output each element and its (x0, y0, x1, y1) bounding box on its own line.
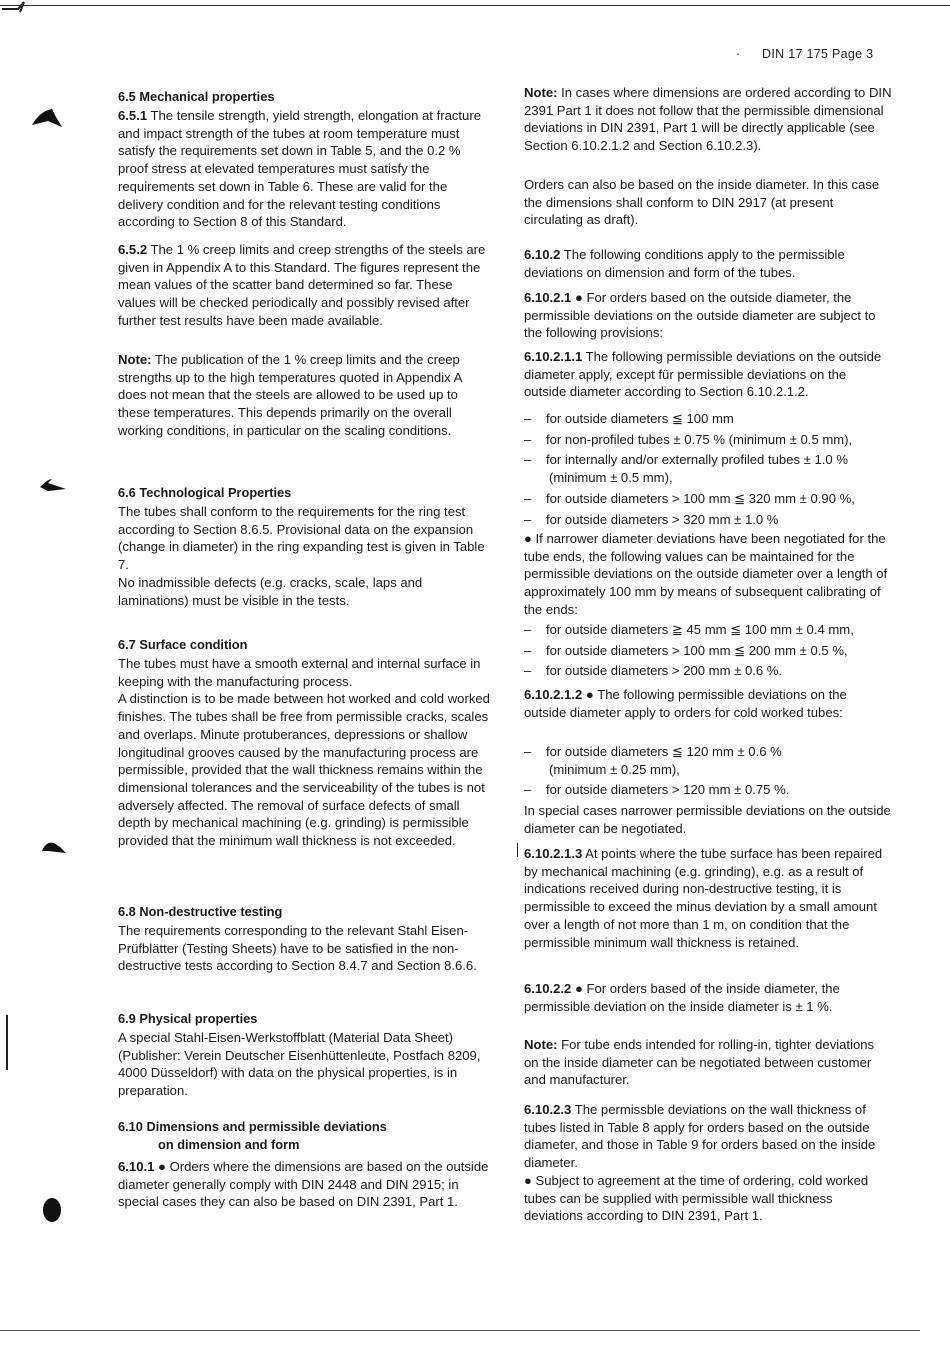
list-item: – for internally and/or externally profiled tubes ± 1.0 % (524, 452, 848, 468)
section-heading: 6.8 Non-destructive testing (118, 904, 283, 919)
paragraph (118, 107, 490, 231)
subject-to-agreement (524, 1172, 892, 1225)
note-text: The publication of the 1 % creep limits and the creep strengths up to the high temperatures quoted in Appendix A does not mean that the steels are allowed to be used up to these temperatures. This depends primarily on the overall working conditions, in particular on the scaling conditions. (118, 352, 462, 438)
top-rule (0, 5, 950, 6)
note-text: In cases where dimensions are ordered according to DIN 2391 Part 1 it does not follow that the permissible dimensional deviations in DIN 2391, Part 1 will be directly applicable (see Section 6.10.2.1.2 and Section 6.10.2.3). (524, 85, 892, 154)
section-6-6-body (118, 503, 490, 609)
clause-number: 6.10.2 (524, 247, 561, 262)
section-6-9-body (118, 1029, 490, 1100)
note (524, 84, 892, 155)
list-item-cont: (minimum ± 0.25 mm), (549, 761, 680, 777)
paragraph (524, 1101, 892, 1172)
paragraph-text: The tensile strength, yield strength, elongation at fracture and impact strength of the tubes at room temperature must satisfy the requirements set down in Table 5, and the 0.2 % proof stress at elevated temperatures must satisfy the requirements set down in Table 6. These are valid for the delivery condition and for the relevant testing conditions according to Section 8 of this Standard. (118, 108, 481, 230)
list-item: – for outside diameters > 120 mm ± 0.75 %. (524, 782, 790, 798)
paragraph: In special cases narrower permissible deviations on the outside diameter can be negotiated. (524, 803, 891, 836)
note-rolling-in (524, 1036, 892, 1089)
note-text: For tube ends intended for rolling-in, tighter deviations on the inside diameter can be negotiated between customer and manufacturer. (524, 1037, 875, 1088)
section-heading: 6.10 Dimensions and permissible deviations (118, 1119, 387, 1134)
paragraph (524, 348, 892, 401)
note-label: Note: (118, 352, 152, 367)
section-6-7-body (118, 655, 490, 850)
punch-hole-mark-2 (38, 475, 68, 495)
paragraph: The tubes must have a smooth external and internal surface in keeping with the manufacturing process. (118, 656, 481, 689)
section-6-5-1 (118, 107, 490, 231)
clause-number: 6.10.2.1.1 (524, 349, 583, 364)
section-6-10-2-1 (524, 289, 892, 342)
paragraph: A distinction is to be made between hot worked and cold worked finishes. The tubes shall be free from permissible cracks, scales and overlaps. Minute protuberances, depressions or shallow longitudinal grooves caused by the manufacturing process are permissible, provided that the wall thickness remains within the dimensional tolerances and the serviceability of the tubes is not adversely affected. The removal of surface defects of small depth by mechanical machining (e.g. grinding) is permissible provided that the minimum wall thickness is not exceeded. (118, 691, 490, 849)
clause-number: 6.5.2 (118, 242, 148, 257)
section-6-10-2-1-2 (524, 686, 892, 721)
page-header (736, 47, 874, 61)
paragraph-text: The permissble deviations on the wall thickness of tubes listed in Table 8 apply for orders based on the outside diameter, and those in Table 9 for orders based on the inside diameter. (524, 1102, 876, 1171)
paragraph-text: ● For orders based of the inside diameter, the permissible deviation on the inside diameter is ± 1 %. (524, 981, 840, 1014)
bottom-rule (0, 1330, 920, 1331)
section-6-7 (118, 636, 490, 654)
paragraph (524, 845, 892, 951)
paragraph: Orders can also be based on the inside diameter. In this case the dimensions shall conform to DIN 2917 (at present circulating as draft). (524, 177, 880, 228)
paragraph-text: ● Orders where the dimensions are based on the outside diameter generally comply with DIN 2448 and DIN 2915; in special cases they can also be based on DIN 2391, Part 1. (118, 1159, 489, 1210)
section-heading: 6.5 Mechanical properties (118, 89, 275, 104)
note (118, 351, 490, 440)
paragraph: A special Stahl-Eisen-Werkstoffblatt (Material Data Sheet) (Publisher: Verein Deutscher Eisenhüttenleute, Postfach 8209, 4000 Düsseldorf) with data on the physical properties, is in preparation. (118, 1030, 481, 1099)
list-item-cont: (minimum ± 0.5 mm), (549, 470, 673, 486)
margin-scan-line (6, 1015, 8, 1070)
section-6-6 (118, 484, 490, 502)
paragraph-text: The 1 % creep limits and creep strengths of the steels are given in Appendix A to this Standard. The figures represent the mean values of the scatter band determined so far. These values will be checked periodically and possibly revised after further test results have been made available. (118, 242, 486, 328)
section-6-9 (118, 1010, 490, 1028)
paragraph (524, 289, 892, 342)
section-6-10-2-1-3 (524, 845, 892, 951)
note-dimensions (524, 84, 892, 155)
section-6-5-2-note (118, 351, 490, 440)
clause-number: 6.10.2.1 (524, 290, 572, 305)
paragraph: The requirements corresponding to the relevant Stahl Eisen-Prüfblätter (Testing Sheets) have to be satisfied in the non-destructive tests according to Section 8.4.7 and Section 8.6.6. (118, 923, 477, 974)
list-item: – for outside diameters > 200 mm ± 0.6 %. (524, 663, 783, 679)
list-item: – for non-profiled tubes ± 0.75 % (minimum ± 0.5 mm), (524, 431, 853, 447)
section-6-10 (118, 1118, 490, 1153)
note-label: Note: (524, 85, 558, 100)
section-6-10-2-3 (524, 1101, 892, 1172)
section-6-8 (118, 903, 490, 921)
section-6-8-body (118, 922, 490, 975)
clause-number: 6.10.2.2 (524, 981, 572, 996)
paragraph (524, 686, 892, 721)
paragraph (524, 246, 892, 281)
list-item: – for outside diameters ≦ 120 mm ± 0.6 % (524, 744, 782, 759)
deviation-list-2 (524, 621, 892, 680)
list-item: – for outside diameters ≧ 45 mm ≦ 100 mm ± 0.4 mm, (524, 622, 854, 637)
punch-hole-mark-1 (30, 107, 64, 129)
clause-number: 6.10.1 (118, 1159, 155, 1174)
note-label: Note: (524, 1037, 558, 1052)
note (524, 1036, 892, 1089)
clause-number: 6.10.2.3 (524, 1102, 572, 1117)
paragraph: The tubes shall conform to the requirements for the ring test according to Section 8.6.5. Provisional data on the expansion (change in diameter) in the ring expanding test is given in Table 7. (118, 504, 485, 573)
special-cases (524, 802, 892, 837)
clause-number: 6.5.1 (118, 108, 148, 123)
paragraph: ● Subject to agreement at the time of ordering, cold worked tubes can be supplied with permissible wall thickness deviations according to DIN 2391, Part 1. (524, 1173, 869, 1224)
list-item: – for outside diameters > 100 mm ≦ 200 mm ± 0.5 %, (524, 642, 848, 658)
paragraph: ● If narrower diameter deviations have been negotiated for the tube ends, the following values can be maintained for the permissible deviations on the outside diameter over a length of approximately 100 mm by means of subsequent calibrating of the ends: (524, 531, 888, 617)
narrower-deviations (524, 530, 892, 619)
paragraph-text: ● For orders based on the outside diameter, the permissible deviations on the outside diameter are subject to the following provisions: (524, 290, 876, 341)
page-number: DIN 17 175 Page 3 (762, 47, 874, 61)
section-6-10-2 (524, 246, 892, 281)
header-dot: · (736, 47, 741, 61)
list-item: – for outside diameters > 100 mm ≦ 320 mm ± 0.90 %, (524, 490, 855, 506)
section-6-10-1 (118, 1158, 490, 1211)
section-6-5-2 (118, 241, 490, 330)
clause-number: 6.10.2.1.3 (524, 846, 583, 861)
column-scan-line (517, 843, 518, 857)
section-heading: 6.7 Surface condition (118, 637, 248, 652)
section-6-10-2-2 (524, 980, 892, 1015)
section-heading: 6.9 Physical properties (118, 1011, 258, 1026)
paragraph (118, 1158, 490, 1211)
list-item: – for outside diameters > 320 mm ± 1.0 % (524, 511, 779, 527)
deviation-list-1 (524, 410, 892, 528)
punch-hole-mark-4 (40, 1195, 64, 1225)
list-item: – for outside diameters ≦ 100 mm (524, 411, 734, 426)
section-6-10-2-1-1 (524, 348, 892, 401)
section-heading-cont: on dimension and form (158, 1136, 300, 1152)
orders-inside-diameter (524, 176, 892, 229)
corner-tick-mark (0, 0, 30, 14)
section-heading: 6.6 Technological Properties (118, 485, 292, 500)
punch-hole-mark-3 (40, 837, 68, 859)
clause-number: 6.10.2.1.2 (524, 687, 583, 702)
paragraph (118, 241, 490, 330)
section-6-5 (118, 88, 490, 106)
paragraph-text: At points where the tube surface has been repaired by mechanical machining (e.g. grinding), e.g. as a result of indications received during non-destructive testing, it is permissible to exceed the minus deviation by a small amount over a length of not more than 1 m, on condition that the permissible minimum wall thickness is retained. (524, 846, 883, 950)
paragraph: No inadmissible defects (e.g. cracks, scale, laps and laminations) must be visible in the tests. (118, 574, 423, 608)
paragraph-text: The following permissible deviations on the outside diameter apply, except für permissible deviations on the outside diameter according to Section 6.10.2.1.2. (524, 349, 882, 400)
deviation-list-3 (524, 743, 892, 799)
paragraph-text: ● The following permissible deviations on the outside diameter apply to orders for cold worked tubes: (524, 687, 847, 720)
paragraph (524, 980, 892, 1015)
paragraph-text: The following conditions apply to the permissible deviations on dimension and form of the tubes. (524, 247, 845, 280)
